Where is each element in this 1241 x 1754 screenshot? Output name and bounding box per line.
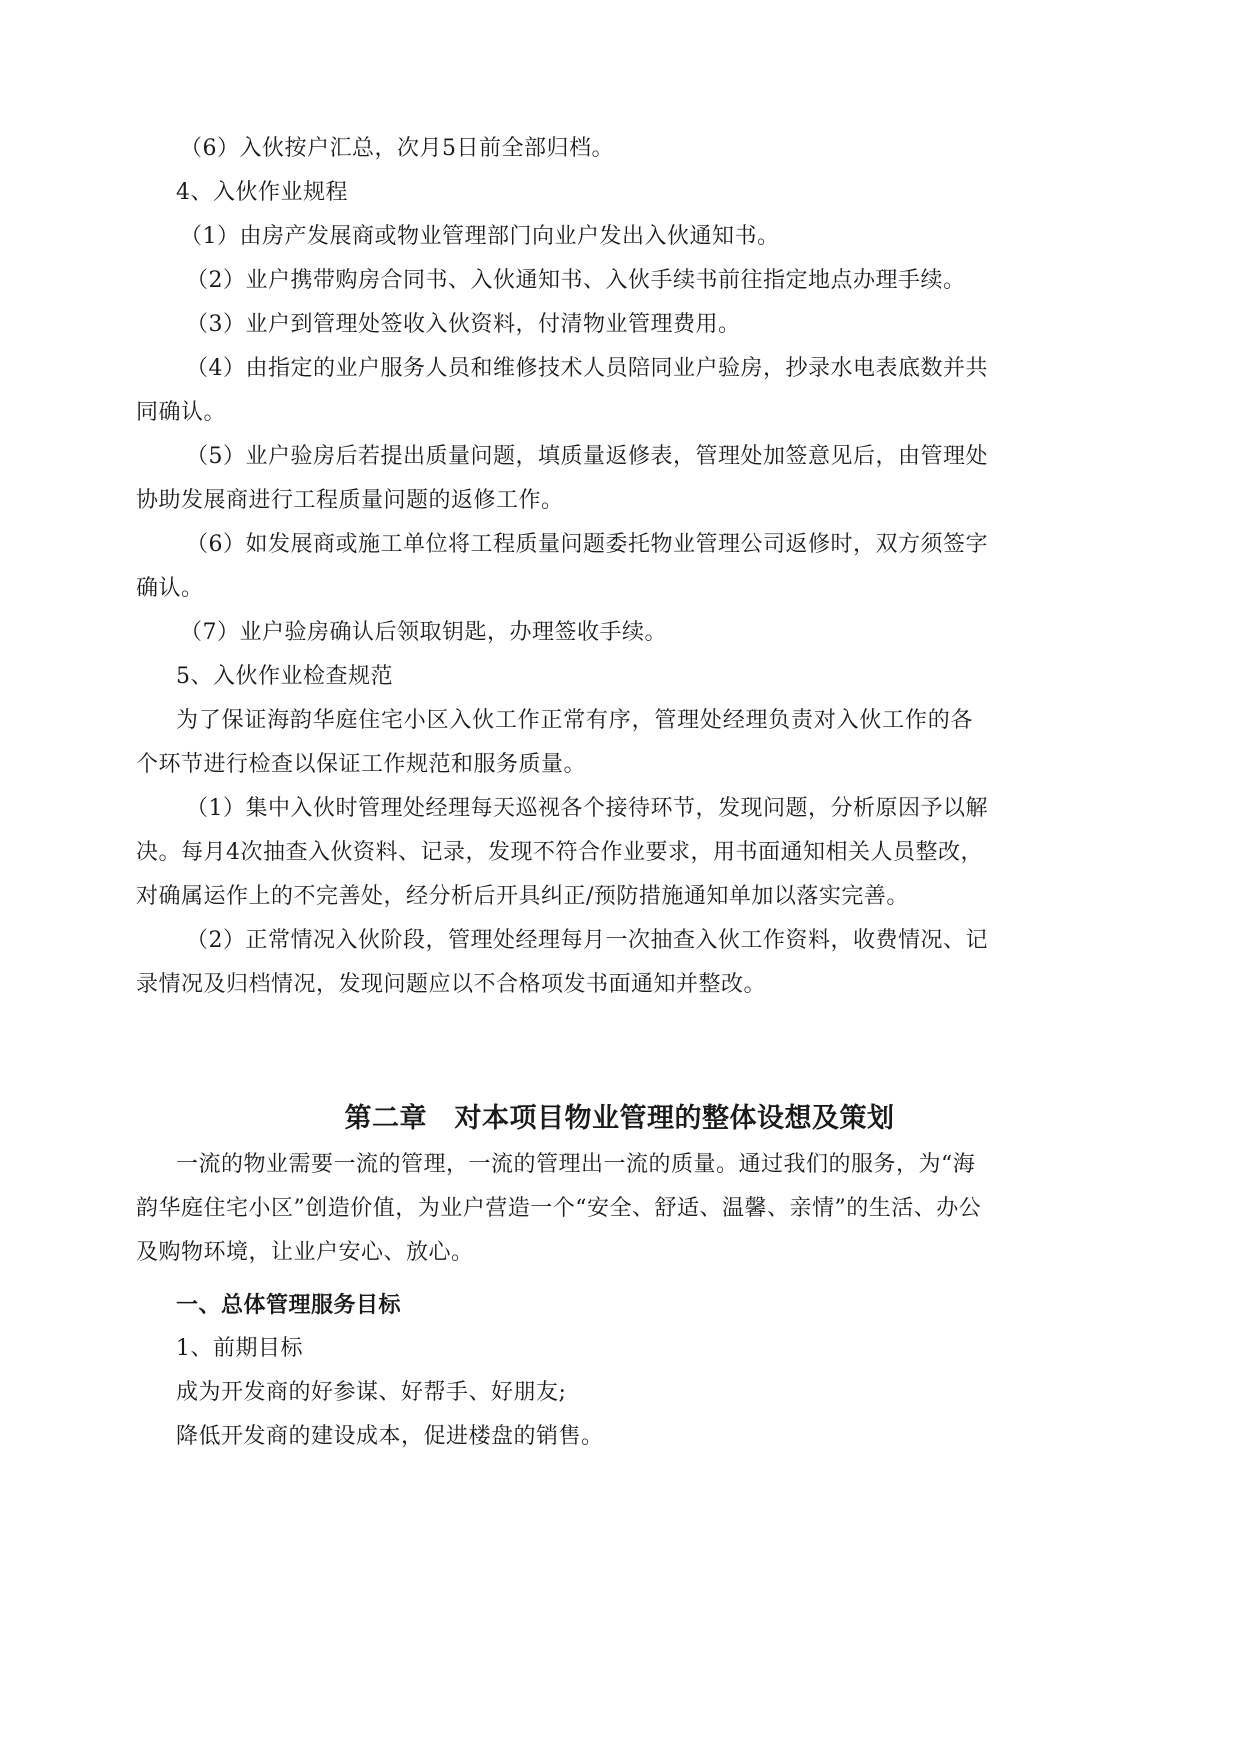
paragraph-line: （1）由房产发展商或物业管理部门向业户发出入伙通知书。 [180,224,780,249]
chapter-title: 第二章 对本项目物业管理的整体设想及策划 [344,1103,895,1134]
paragraph-line: 确认。 [136,576,204,601]
paragraph-line: （4）由指定的业户服务人员和维修技术人员陪同业户验房，抄录水电表底数并共 [186,356,988,381]
paragraph-line: 对确属运作上的不完善处，经分析后开具纠正/预防措施通知单加以落实完善。 [136,884,909,909]
list-item: 降低开发商的建设成本，促进楼盘的销售。 [176,1424,604,1449]
intro-line: 一流的物业需要一流的管理，一流的管理出一流的质量。通过我们的服务，为“海 [176,1152,976,1177]
subsection-heading: 5、入伙作业检查规范 [176,664,393,689]
subsection-heading: 4、入伙作业规程 [176,180,348,205]
paragraph-line: （2）正常情况入伙阶段，管理处经理每月一次抽查入伙工作资料，收费情况、记 [186,928,988,953]
paragraph-line: 协助发展商进行工程质量问题的返修工作。 [136,488,564,513]
intro-line: 及购物环境，让业户安心、放心。 [136,1240,474,1265]
subsection-heading: 1、前期目标 [176,1336,303,1361]
paragraph-line: 录情况及归档情况，发现问题应以不合格项发书面通知并整改。 [136,972,767,997]
paragraph-line: 同确认。 [136,400,227,425]
paragraph-line: （6）如发展商或施工单位将工程质量问题委托物业管理公司返修时，双方须签字 [186,532,988,557]
intro-line: 韵华庭住宅小区”创造价值，为业户营造一个“安全、舒适、温馨、亲情”的生活、办公 [136,1196,982,1221]
paragraph-line: （5）业户验房后若提出质量问题，填质量返修表，管理处加签意见后，由管理处 [186,444,988,469]
section-heading: 一、总体管理服务目标 [176,1292,402,1318]
paragraph-line: 决。每月4次抽查入伙资料、记录，发现不符合作业要求，用书面通知相关人员整改， [136,840,983,865]
paragraph-line: （6）入伙按户汇总，次月5日前全部归档。 [180,136,614,161]
paragraph-line: 个环节进行检查以保证工作规范和服务质量。 [136,752,587,777]
list-item: 成为开发商的好参谋、好帮手、好朋友; [176,1380,567,1405]
paragraph-line: （7）业户验房确认后领取钥匙，办理签收手续。 [180,620,667,645]
paragraph-line: （2）业户携带购房合同书、入伙通知书、入伙手续书前往指定地点办理手续。 [186,268,966,293]
paragraph-line: （3）业户到管理处签收入伙资料，付清物业管理费用。 [186,312,741,337]
paragraph-line: 为了保证海韵华庭住宅小区入伙工作正常有序，管理处经理负责对入伙工作的各 [176,708,973,733]
paragraph-line: （1）集中入伙时管理处经理每天巡视各个接待环节，发现问题，分析原因予以解 [186,796,988,821]
